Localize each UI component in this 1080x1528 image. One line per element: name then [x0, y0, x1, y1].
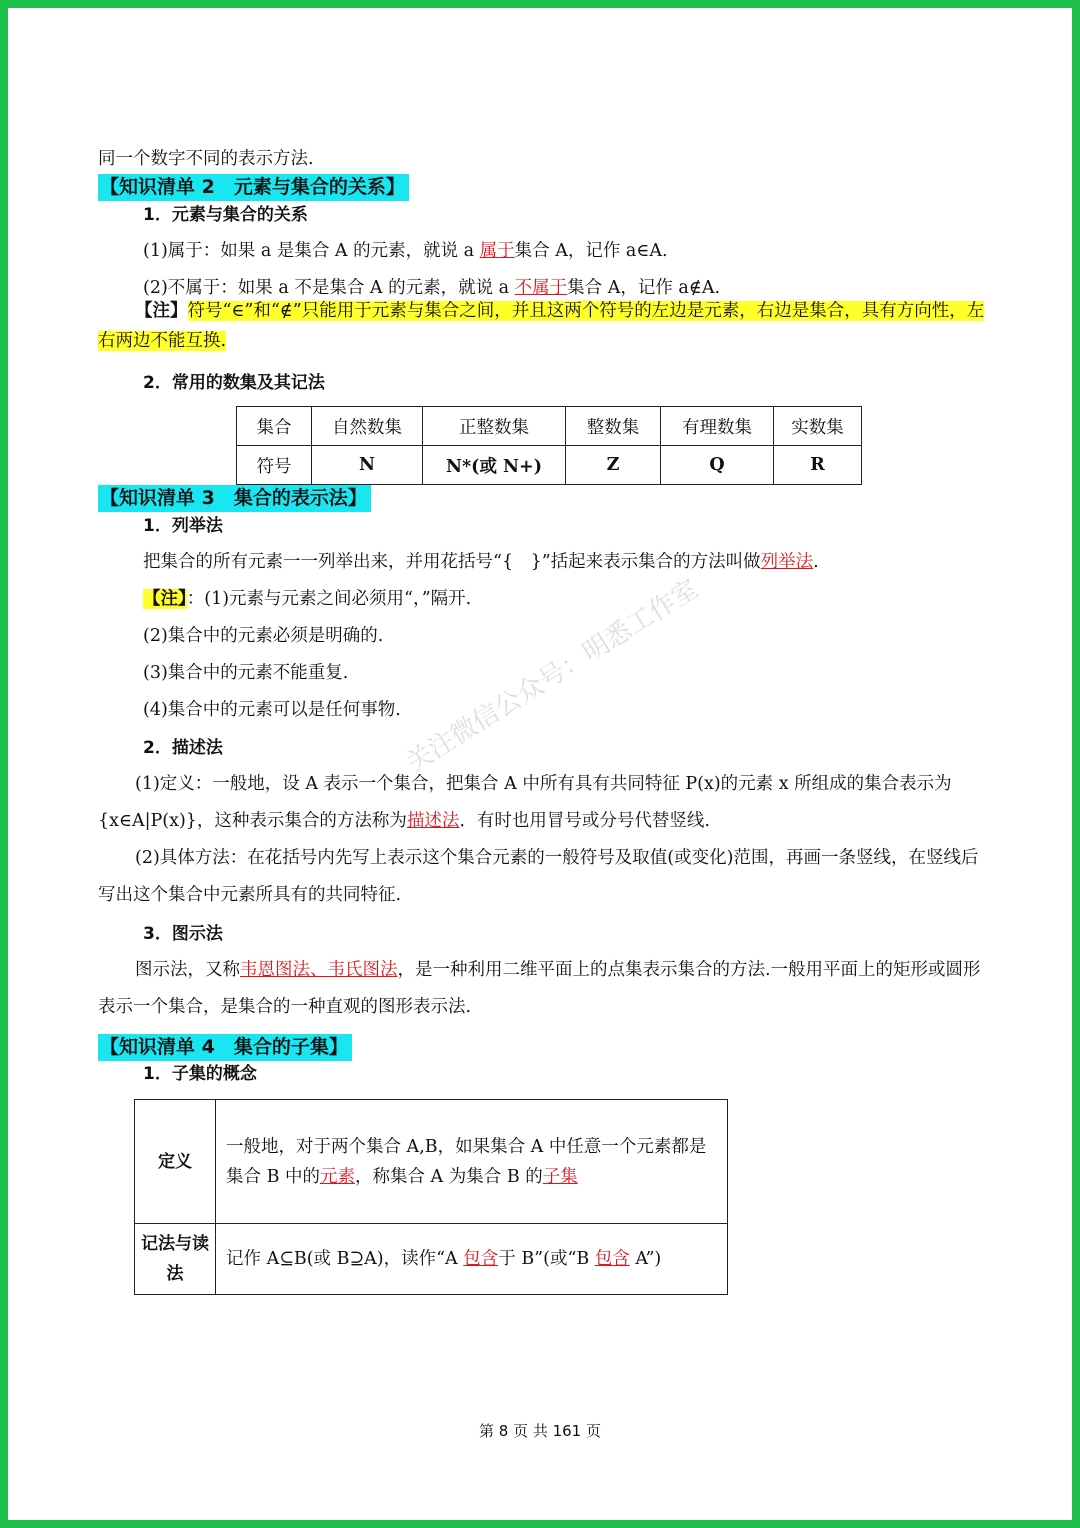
- table-cell: R: [774, 446, 862, 485]
- note-tag: 【注】: [135, 301, 188, 321]
- notation-pre: 记作 A⊆B(或 B⊇A)，读作“A: [226, 1249, 464, 1269]
- notation-mid: 于 B”(或“B: [498, 1249, 595, 1269]
- section4-title: 【知识清单 4 集合的子集】: [98, 1034, 352, 1061]
- list-note-line-3: (3)集合中的元素不能重复.: [143, 663, 349, 683]
- subset-table: [134, 1099, 728, 1295]
- notation-post: A”): [629, 1249, 662, 1269]
- not-belong-key: 不属于: [514, 278, 568, 298]
- table-row: [237, 407, 862, 446]
- table-row: [135, 1224, 728, 1295]
- definition-key-subset: 子集: [542, 1166, 578, 1187]
- table-header-cell: 集合: [237, 407, 312, 446]
- notation-text: [216, 1224, 728, 1295]
- section2-sub2: 2．常用的数集及其记法: [143, 373, 325, 393]
- table-cell: 实数集: [774, 407, 862, 446]
- list-def-key: 列举法: [760, 552, 814, 572]
- desc-def-paragraph: [98, 766, 993, 840]
- venn-paragraph: [98, 952, 993, 1026]
- list-note-tag: 【注】: [143, 589, 187, 609]
- notation-key-2: 包含: [594, 1249, 630, 1269]
- table-cell: 整数集: [566, 407, 661, 446]
- list-def-pre: 把集合的所有元素一一列举出来，并用花括号“{ }”括起来表示集合的方法叫做: [143, 552, 761, 572]
- belong-post: 集合 A，记作 a∈A.: [514, 241, 668, 261]
- intro-tail: 同一个数字不同的表示方法.: [98, 149, 314, 169]
- section3-sub1: 1．列举法: [143, 516, 223, 536]
- notation-label: 记法与读法: [135, 1224, 216, 1295]
- section2-title: 【知识清单 2 元素与集合的关系】: [98, 174, 409, 201]
- belong-line: [143, 238, 668, 264]
- list-note-line-4: (4)集合中的元素可以是任何事物.: [143, 700, 401, 720]
- desc-def-pre: (1)定义：一般地，设 A 表示一个集合，把集合 A 中所有具有共同特征 P(x)的元素 x 所组成的集合表示为{x∈A|P(x)}，这种表示集合的方法称为: [98, 774, 952, 831]
- section3-sub3: 3．图示法: [143, 924, 223, 944]
- section3-title: 【知识清单 3 集合的表示法】: [98, 485, 371, 512]
- list-def-post: .: [813, 552, 819, 572]
- desc-def-post: ．有时也用冒号或分号代替竖线.: [459, 811, 710, 831]
- venn-pre: 图示法，又称: [135, 960, 240, 980]
- table-header-cell: 符号: [237, 446, 312, 485]
- belong-key: 属于: [479, 241, 515, 261]
- desc-def-key: 描述法: [406, 811, 460, 831]
- section2-sub1: 1．元素与集合的关系: [143, 205, 308, 225]
- venn-post: ，是一种利用二维平面上的点集表示集合的方法.一般用平面上的矩形或圆形表示一个集合，是集合的一种直观的图形表示法.: [98, 960, 981, 1017]
- table-cell: Q: [661, 446, 774, 485]
- table-cell: 有理数集: [661, 407, 774, 446]
- section3-sub2: 2．描述法: [143, 738, 223, 758]
- not-belong-pre: (2)不属于：如果 a 不是集合 A 的元素，就说 a: [143, 278, 515, 298]
- table-row: [135, 1100, 728, 1224]
- venn-key: 韦恩图法、韦氏图法: [240, 960, 398, 980]
- number-sets-table: [236, 406, 862, 485]
- list-note-line-2: (2)集合中的元素必须是明确的.: [143, 626, 384, 646]
- definition-text: [216, 1100, 728, 1224]
- note-text: 符号“∈”和“∉”只能用于元素与集合之间，并且这两个符号的左边是元素，右边是集合，具有方向性，左右两边不能互换.: [98, 301, 985, 351]
- table-cell: N: [312, 446, 423, 485]
- definition-key-element: 元素: [320, 1166, 355, 1187]
- not-belong-post: 集合 A，记作 a∉A.: [567, 278, 721, 298]
- watermark: 关注微信公众号：明悉工作室: [401, 573, 704, 779]
- table-cell: 正整数集: [423, 407, 566, 446]
- notation-key-1: 包含: [463, 1249, 499, 1269]
- list-def-line: [143, 549, 819, 575]
- page-footer: 第 8 页 共 161 页: [478, 1422, 601, 1440]
- list-note-line-1: [143, 586, 471, 612]
- definition-pre: 一般地，对于两个集合 A,B，如果集合 A 中任意一个元素都是集合 B 中的: [226, 1136, 707, 1187]
- desc-method-paragraph: (2)具体方法：在花括号内先写上表示这个集合元素的一般符号及取值(或变化)范围，再画一条竖线，在竖线后写出这个集合中元素所具有的共同特征.: [98, 848, 979, 905]
- table-cell: N*(或 N+): [423, 446, 566, 485]
- note-paragraph: [98, 296, 991, 356]
- table-cell: Z: [566, 446, 661, 485]
- section4-sub1: 1．子集的概念: [143, 1064, 257, 1084]
- definition-mid: ，称集合 A 为集合 B 的: [355, 1166, 543, 1187]
- table-cell: 自然数集: [312, 407, 423, 446]
- belong-pre: (1)属于：如果 a 是集合 A 的元素，就说 a: [143, 241, 480, 261]
- table-row: [237, 446, 862, 485]
- list-note-text: ：(1)元素与元素之间必须用“，”隔开.: [186, 589, 472, 609]
- definition-label: 定义: [135, 1100, 216, 1224]
